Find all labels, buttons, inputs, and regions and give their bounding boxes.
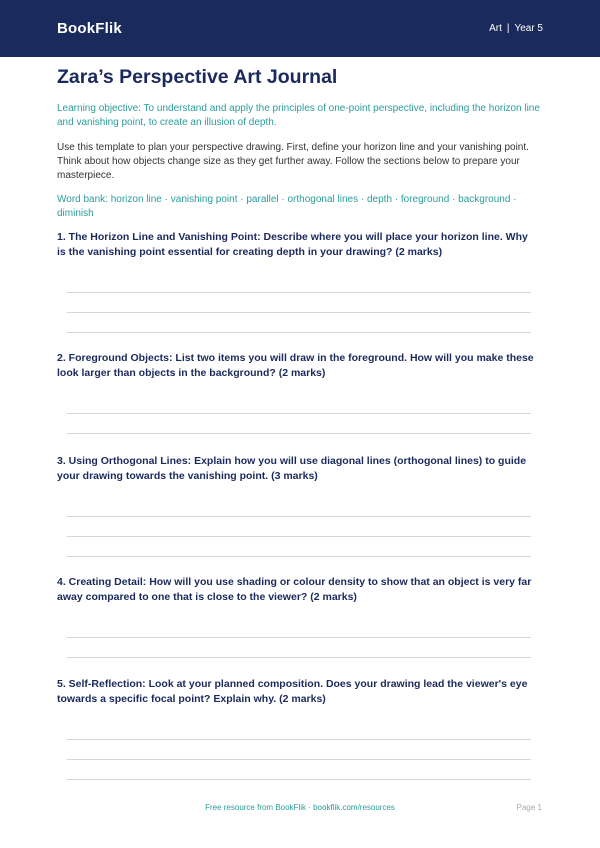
year-label: Year 5 xyxy=(514,23,543,34)
answer-line[interactable] xyxy=(67,536,531,537)
course-label xyxy=(489,23,543,34)
page-title: Zara’s Perspective Art Journal xyxy=(57,66,338,88)
question-5: 5. Self-Reflection: Look at your planned composition. Does your drawing lead the viewer's eye towards a specific focal point? Explain why. (2 marks) xyxy=(57,678,528,705)
question-4: 4. Creating Detail: How will you use shading or colour density to show that an object is very far away compared to one that is close to the viewer? (2 marks) xyxy=(57,576,532,603)
brand-logo[interactable]: BookFlik xyxy=(57,20,122,37)
answer-line[interactable] xyxy=(67,413,531,414)
footer-link[interactable]: Free resource from BookFlik · bookflik.com/resources xyxy=(205,803,395,812)
word-bank: Word bank: horizon line · vanishing point · parallel · orthogonal lines · depth · foreground · background · diminish xyxy=(57,194,517,219)
separator: | xyxy=(506,23,510,34)
answer-line[interactable] xyxy=(67,739,531,740)
question-3: 3. Using Orthogonal Lines: Explain how you will use diagonal lines (orthogonal lines) to guide your drawing towards the vanishing point. (3 marks) xyxy=(57,455,527,482)
answer-line[interactable] xyxy=(67,292,531,293)
answer-line[interactable] xyxy=(67,759,531,760)
intro-section xyxy=(57,66,543,221)
subject-label: Art xyxy=(489,23,502,34)
answer-line[interactable] xyxy=(67,657,531,658)
question-1: 1. The Horizon Line and Vanishing Point: Describe where you will place your horizon line. Why is the vanishing point essential for creating depth in your drawing? (2 marks) xyxy=(57,231,528,258)
answer-line[interactable] xyxy=(67,779,531,780)
answer-line[interactable] xyxy=(67,516,531,517)
answer-line[interactable] xyxy=(67,433,531,434)
answer-line[interactable] xyxy=(67,556,531,557)
page-number: Page 1 xyxy=(516,803,542,812)
answer-line[interactable] xyxy=(67,312,531,313)
answer-line[interactable] xyxy=(67,637,531,638)
page-header xyxy=(0,0,600,57)
question-2: 2. Foreground Objects: List two items you will draw in the foreground. How will you make these look larger than objects in the background? (2 marks) xyxy=(57,352,534,379)
answer-line[interactable] xyxy=(67,332,531,333)
learning-objective: Learning objective: To understand and apply the principles of one-point perspective, including the horizon line and vanishing point, to create an illusion of depth. xyxy=(57,103,540,128)
instructions: Use this template to plan your perspective drawing. First, define your horizon line and your vanishing point. Think about how objects change size as they get further away. Follow the sections below to prepare your masterpiece. xyxy=(57,142,529,181)
